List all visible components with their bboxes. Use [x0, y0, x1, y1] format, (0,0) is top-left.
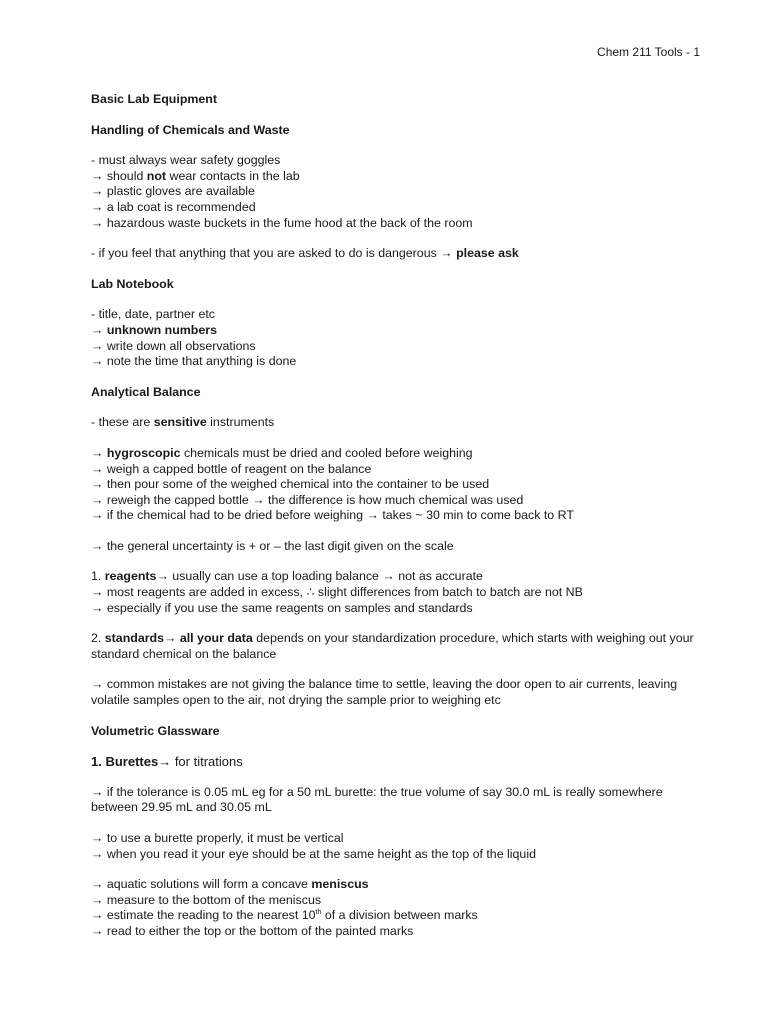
arrow-icon: →	[91, 677, 104, 692]
arrow-icon: →	[158, 754, 172, 770]
arrow-icon: →	[91, 831, 104, 845]
arrow-icon: →	[91, 215, 104, 230]
list-item: → then pour some of the weighed chemical into the container to be used	[91, 477, 490, 492]
list-item: → plastic gloves are available	[91, 184, 255, 199]
section-heading-handling: Handling of Chemicals and Waste	[91, 122, 290, 137]
arrow-icon: →	[440, 246, 453, 261]
arrow-icon: →	[91, 492, 104, 507]
arrow-icon: →	[164, 631, 177, 646]
arrow-icon: →	[91, 784, 104, 799]
arrow-icon: →	[91, 538, 104, 553]
list-item: → read to either the top or the bottom of the painted marks	[91, 923, 414, 938]
burettes-tolerance: → if the tolerance is 0.05 mL eg for a 50 mL burette: the true volume of say 30.0 mL is really somewhere between 29.95 mL and 30.05 mL	[91, 784, 663, 815]
notebook-list	[91, 307, 701, 369]
arrow-icon: →	[91, 600, 104, 615]
list-item: → reweigh the capped bottle → the difference is how much chemical was used	[91, 492, 524, 507]
handling-safety-note: - if you feel that anything that you are asked to do is dangerous → please ask	[91, 246, 519, 261]
list-item: - must always wear safety goggles	[91, 153, 281, 168]
list-item: → measure to the bottom of the meniscus	[91, 892, 322, 907]
arrow-icon: →	[91, 846, 104, 861]
arrow-icon: →	[91, 322, 104, 337]
list-item: → most reagents are added in excess, ∴ slight differences from batch to batch are not NB	[91, 585, 583, 600]
list-item: → weigh a capped bottle of reagent on the balance	[91, 461, 372, 476]
list-item: → unknown numbers	[91, 322, 217, 337]
arrow-icon: →	[156, 569, 169, 584]
arrow-icon: →	[91, 168, 104, 183]
balance-mistakes: → common mistakes are not giving the balance time to settle, leaving the door open to air currents, leaving volatile samples open to the air, not drying the sample prior to weighing etc	[91, 677, 678, 708]
list-item: → if the chemical had to be dried before weighing → takes ~ 30 min to come back to RT	[91, 508, 574, 523]
list-item: → when you read it your eye should be at the same height as the top of the liquid	[91, 846, 536, 861]
list-item: → to use a burette properly, it must be vertical	[91, 831, 344, 845]
section-heading-notebook: Lab Notebook	[91, 276, 174, 291]
arrow-icon: →	[91, 445, 104, 460]
list-item: → estimate the reading to the nearest 10th of a division between marks	[91, 908, 478, 923]
list-item: → hazardous waste buckets in the fume hood at the back of the room	[91, 215, 473, 230]
list-item: → note the time that anything is done	[91, 354, 297, 369]
list-item: → aquatic solutions will form a concave meniscus	[91, 877, 369, 892]
list-item: → should not wear contacts in the lab	[91, 168, 300, 183]
arrow-icon: →	[91, 199, 104, 214]
burettes-title: 1. Burettes→ for titrations	[91, 754, 243, 770]
balance-uncertainty: → the general uncertainty is + or – the last digit given on the scale	[91, 538, 454, 553]
arrow-icon: →	[91, 908, 104, 923]
list-item: → hygroscopic chemicals must be dried and cooled before weighing	[91, 445, 473, 460]
document-body	[91, 92, 701, 955]
document-title: Basic Lab Equipment	[91, 92, 217, 106]
arrow-icon: →	[382, 569, 395, 584]
balance-standards	[91, 631, 701, 662]
arrow-icon: →	[91, 338, 104, 353]
arrow-icon: →	[91, 585, 104, 600]
arrow-icon: →	[91, 461, 104, 476]
list-item: - title, date, partner etc	[91, 307, 215, 322]
list-item: → especially if you use the same reagents on samples and standards	[91, 600, 473, 615]
section-heading-balance: Analytical Balance	[91, 384, 201, 399]
section-heading-glassware: Volumetric Glassware	[91, 723, 220, 738]
arrow-icon: →	[91, 877, 104, 892]
arrow-icon: →	[91, 892, 104, 907]
arrow-icon: →	[91, 354, 104, 369]
arrow-icon: →	[252, 492, 265, 507]
list-item: → write down all observations	[91, 338, 256, 353]
list-item: 2. standards→ all your data depends on your standardization procedure, which starts with weighing out your standard chemical on the balance	[91, 631, 694, 661]
balance-intro: - these are sensitive instruments	[91, 415, 275, 430]
arrow-icon: →	[91, 508, 104, 523]
list-item: 1. reagents→ usually can use a top loading balance → not as accurate	[91, 569, 483, 584]
arrow-icon: →	[91, 923, 104, 938]
burettes-meniscus	[91, 877, 701, 939]
page-header-label: Chem 211 Tools - 1	[597, 45, 700, 59]
arrow-icon: →	[91, 184, 104, 199]
arrow-icon: →	[366, 508, 379, 523]
balance-reagents	[91, 569, 701, 616]
list-item: → a lab coat is recommended	[91, 199, 256, 214]
handling-list	[91, 153, 701, 231]
balance-steps	[91, 446, 701, 524]
burettes-usage	[91, 831, 701, 862]
arrow-icon: →	[91, 477, 104, 492]
